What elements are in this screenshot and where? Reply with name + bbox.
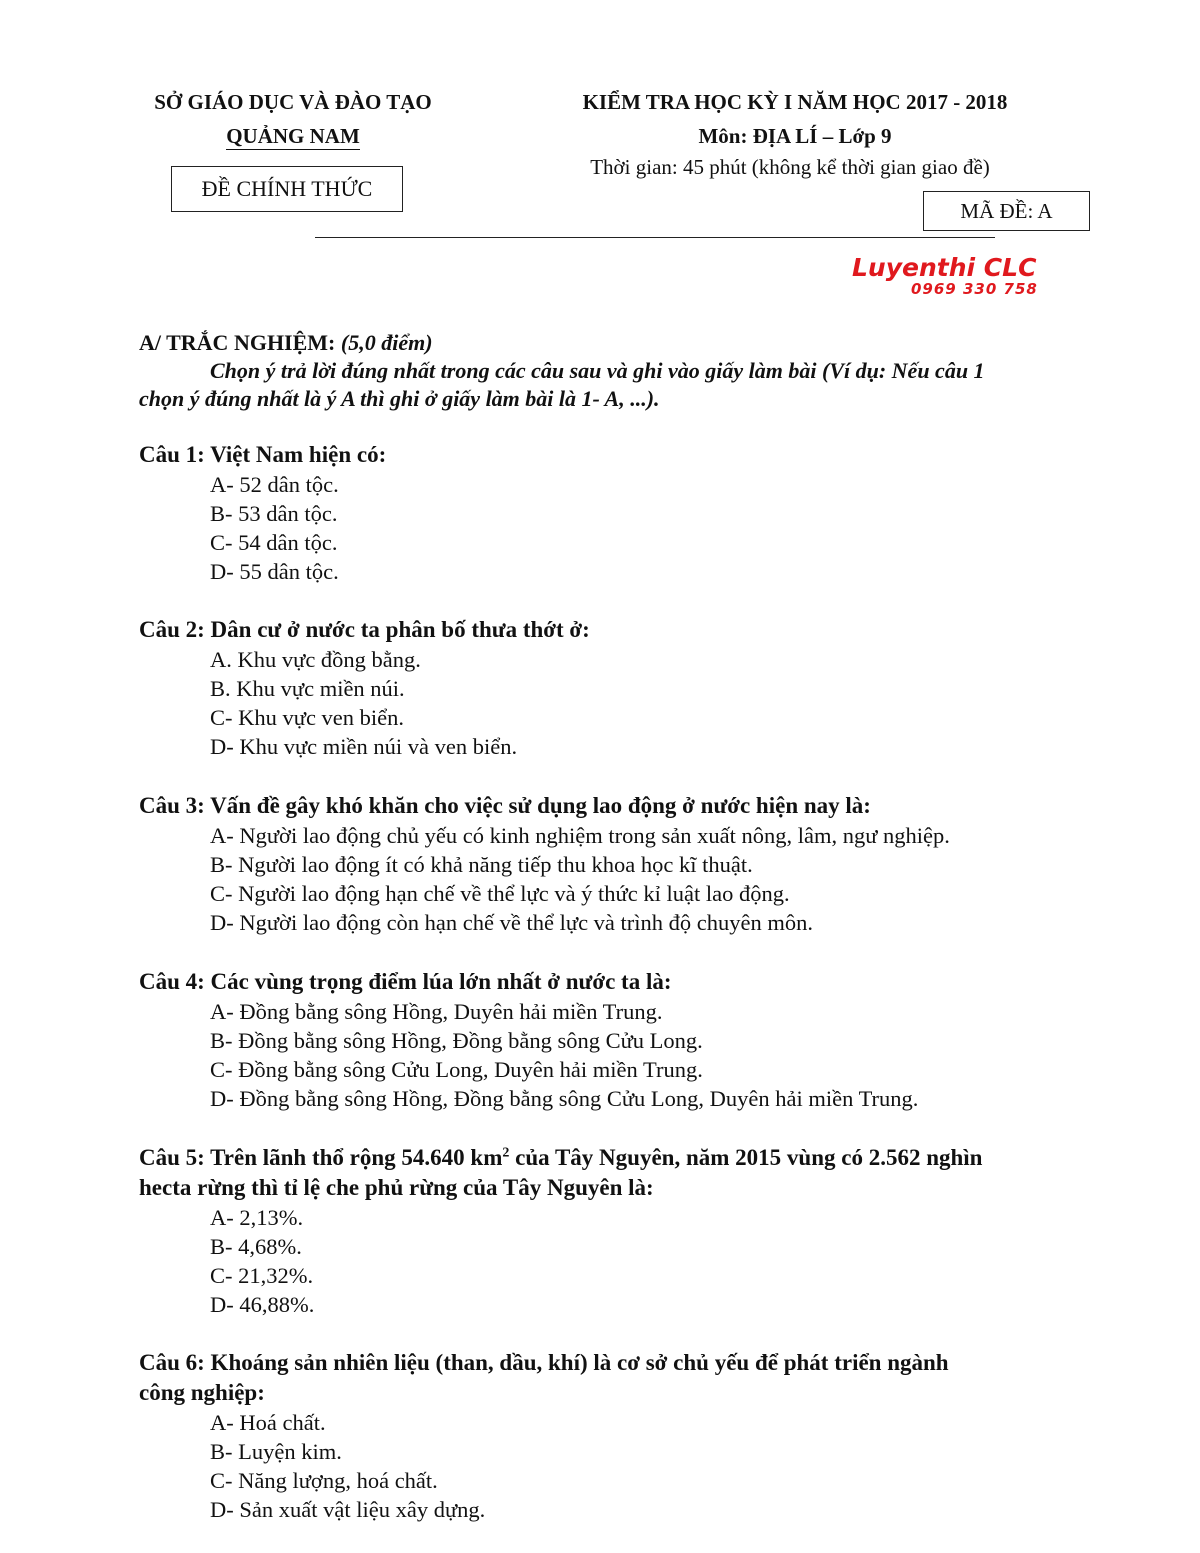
question-5-option-d: D- 46,88%. [210, 1292, 315, 1317]
question-2-title: Câu 2: Dân cư ở nước ta phân bố thưa thớt ở: [139, 617, 590, 642]
question-4-option-d: D- Đồng bằng sông Hồng, Đồng bằng sông Cửu Long, Duyên hải miền Trung. [210, 1086, 919, 1111]
question-6-option-b: B- Luyện kim. [210, 1439, 342, 1464]
question-5-title-line-2: hecta rừng thì tỉ lệ che phủ rừng của Tây Nguyên là: [139, 1175, 654, 1200]
question-4-option-a: A- Đồng bằng sông Hồng, Duyên hải miền Trung. [210, 999, 663, 1024]
question-2-option-a: A. Khu vực đồng bằng. [210, 647, 421, 672]
watermark-phone: 0969 330 758 [911, 280, 1038, 298]
question-1-title: Câu 1: Việt Nam hiện có: [139, 442, 387, 467]
question-6-option-d: D- Sản xuất vật liệu xây dựng. [210, 1497, 486, 1522]
exam-title: KIỂM TRA HỌC KỲ I NĂM HỌC 2017 - 2018 [582, 90, 1008, 114]
question-5-superscript: 2 [502, 1145, 510, 1161]
exam-duration: Thời gian: 45 phút (không kể thời gian giao đề) [590, 155, 990, 179]
question-1-option-b: B- 53 dân tộc. [210, 501, 338, 526]
question-4-option-c: C- Đồng bằng sông Cửu Long, Duyên hải miền Trung. [210, 1057, 703, 1082]
question-1-option-c: C- 54 dân tộc. [210, 530, 338, 555]
question-5-title-part-2: của Tây Nguyên, năm 2015 vùng có 2.562 nghìn [509, 1145, 983, 1170]
province-name [130, 124, 456, 149]
section-points: (5,0 điểm) [340, 330, 433, 355]
instruction-line-1: Chọn ý trả lời đúng nhất trong các câu sau và ghi vào giấy làm bài (Ví dụ: Nếu câu 1 [210, 358, 985, 383]
question-5-title-part-1: Câu 5: Trên lãnh thổ rộng 54.640 km [139, 1145, 503, 1170]
question-2-option-c: C- Khu vực ven biển. [210, 705, 405, 730]
question-6-option-a: A- Hoá chất. [210, 1410, 326, 1435]
question-6-option-c: C- Năng lượng, hoá chất. [210, 1468, 438, 1493]
official-label: ĐỀ CHÍNH THỨC [171, 166, 403, 212]
question-5-option-a: A- 2,13%. [210, 1205, 304, 1230]
question-4-option-b: B- Đồng bằng sông Hồng, Đồng bằng sông Cửu Long. [210, 1028, 703, 1053]
section-title: A/ TRẮC NGHIỆM: [139, 330, 336, 355]
watermark-name: Luyenthi CLC [852, 253, 1037, 282]
question-6-title-line-1: Câu 6: Khoáng sản nhiên liệu (than, dầu, khí) là cơ sở chủ yếu để phát triển ngành [139, 1350, 949, 1375]
question-5-option-b: B- 4,68%. [210, 1234, 302, 1259]
question-1-option-a: A- 52 dân tộc. [210, 472, 339, 497]
exam-subject: Môn: ĐỊA LÍ – Lớp 9 [698, 124, 892, 148]
question-3-option-c: C- Người lao động hạn chế về thể lực và ý thức kỉ luật lao động. [210, 881, 790, 906]
question-2-option-b: B. Khu vực miền núi. [210, 676, 405, 701]
question-3-title: Câu 3: Vấn đề gây khó khăn cho việc sử dụng lao động ở nước hiện nay là: [139, 793, 871, 818]
question-4-title: Câu 4: Các vùng trọng điểm lúa lớn nhất ở nước ta là: [139, 969, 672, 994]
question-5-option-c: C- 21,32%. [210, 1263, 314, 1288]
province-name-text: QUẢNG NAM [226, 124, 360, 148]
header-divider [315, 237, 995, 238]
instruction-line-2: chọn ý đúng nhất là ý A thì ghi ở giấy làm bài là 1- A, ...). [139, 386, 660, 411]
question-3-option-a: A- Người lao động chủ yếu có kinh nghiệm trong sản xuất nông, lâm, ngư nghiệp. [210, 823, 950, 848]
question-2-option-d: D- Khu vực miền núi và ven biển. [210, 734, 518, 759]
exam-code: MÃ ĐỀ: A [923, 191, 1090, 231]
section-heading [139, 330, 433, 356]
question-5-title-line-1 [139, 1145, 982, 1171]
department-name: SỞ GIÁO DỤC VÀ ĐÀO TẠO [154, 90, 432, 114]
question-1-option-d: D- 55 dân tộc. [210, 559, 339, 584]
question-3-option-b: B- Người lao động ít có khả năng tiếp thu khoa học kĩ thuật. [210, 852, 753, 877]
question-6-title-line-2: công nghiệp: [139, 1380, 265, 1405]
question-3-option-d: D- Người lao động còn hạn chế về thể lực và trình độ chuyên môn. [210, 910, 814, 935]
